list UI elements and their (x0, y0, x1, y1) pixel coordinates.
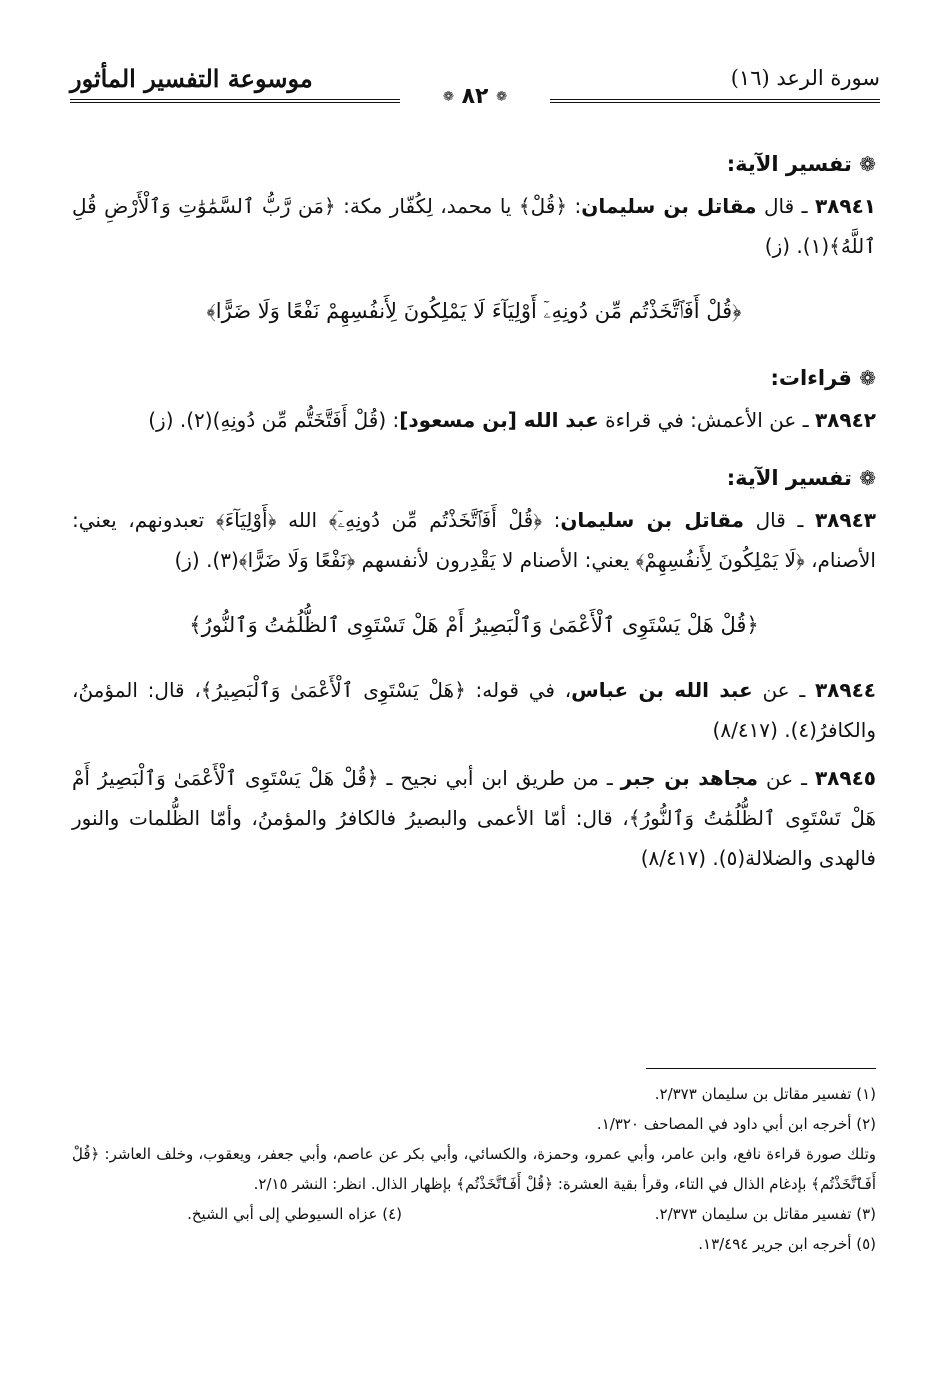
footnote-4: (٤) عزاه السيوطي إلى أبي الشيخ. (187, 1205, 402, 1223)
narration-number: ٣٨٩٤٥ (814, 766, 877, 790)
narration-text: : (قُلْ أَفَتَّخَتُّم مِّن دُونِهِ)(٢). (ز) (148, 408, 400, 432)
ornament-icon: ❁ (442, 89, 454, 105)
section-heading: ❁ قراءات: (770, 366, 876, 390)
ornament-icon: ❁ (496, 89, 507, 105)
narrator-name: مقاتل بن سليمان (581, 194, 757, 218)
narrator-name: عبد الله بن عباس (571, 678, 753, 702)
narration-paragraph: ٣٨٩٤١ ـ قال مقاتل بن سليمان: ﴿قُلْ﴾ يا محمد، لِكُفّار مكة: ﴿مَن رَّبُّ ٱلسَّمَٰوَٰتِ وَٱلْأَرْضِ قُلِ ٱللَّهُ﴾(١). (ز) (72, 194, 876, 258)
narration-number: ٣٨٩٤٣ (814, 508, 876, 532)
narration-paragraph: ٣٨٩٤٢ ـ عن الأعمش: في قراءة عبد الله [بن مسعود]: (قُلْ أَفَتَّخَتُّم مِّن دُونِهِ)(٢). (ز) (148, 408, 876, 432)
page-number-block (410, 84, 540, 109)
page-header (70, 66, 880, 126)
narration-text: ـ من طريق ابن أبي نجيح ـ ﴿قُلْ هَلْ يَسْتَوِى ٱلْأَعْمَىٰ وَٱلْبَصِيرُ أَمْ هَلْ تَسْتَوِى ٱلظُّلُمَٰتُ وَٱلنُّورُ﴾، قال: أمّا الأعمى والبصيرُ فالكافرُ والمؤمنُ، وأمّا الظُّلمات والنور فالهدى والضلالة(٥). (٨/٤١٧) (72, 766, 876, 870)
narrator-name: عبد الله [بن مسعود] (399, 408, 599, 432)
narrator-name: مجاهد بن جبر (620, 766, 759, 790)
footnote-5: (٥) أخرجه ابن جرير ١٣/٤٩٤. (698, 1235, 876, 1253)
narration-paragraph: ٣٨٩٤٤ ـ عن عبد الله بن عباس، في قوله: ﴿هَلْ يَسْتَوِى ٱلْأَعْمَىٰ وَٱلْبَصِيرُ﴾، قال: المؤمنُ، والكافرُ(٤). (٨/٤١٧) (72, 678, 877, 742)
footnote-separator (646, 1068, 876, 1069)
flower-icon: ❁ (859, 466, 876, 490)
footnote-2: (٢) أخرجه ابن أبي داود في المصاحف ١/٣٢٠. (596, 1115, 876, 1133)
footnote-2-note: وتلك صورة قراءة نافع، وابن عامر، وأبي عمرو، وحمزة، والكسائي، وأبي بكر عن عاصم، وأبي جعفر، ويعقوب، وخلف العاشر: ﴿قُلْ أَفَٱتَّخَذْتُم﴾ بإدغام الذال في التاء، وقرأ بقية العشرة: ﴿قُلْ أَفَٱتَّخَذْتُم﴾ بإظهار الذال. انظر: النشر ٢/١٥. (72, 1145, 876, 1193)
narration-paragraph: ٣٨٩٤٣ ـ قال مقاتل بن سليمان: ﴿قُلْ أَفَٱتَّخَذْتُم مِّن دُونِهِۦٓ﴾ الله ﴿أَوْلِيَآءَ﴾ تعبدونهم، يعني: الأصنام، ﴿لَا يَمْلِكُونَ لِأَنفُسِهِمْ﴾ يعني: الأصنام لا يَقْدِرون لأنفسهم ﴿نَفْعًا وَلَا ضَرًّا﴾(٣). (ز) (72, 508, 876, 572)
section-heading: ❁ تفسير الآية: (726, 152, 876, 176)
main-text (72, 142, 876, 878)
narration-number: ٣٨٩٤٤ (814, 678, 877, 702)
footnote-row (72, 1199, 876, 1229)
footnote-3: (٣) تفسير مقاتل بن سليمان ٢/٣٧٣. (654, 1205, 876, 1223)
narration-text: : ﴿قُلْ﴾ يا محمد، لِكُفّار مكة: ﴿مَن رَّبُّ ٱلسَّمَٰوَٰتِ وَٱلْأَرْضِ قُلِ ٱللَّهُ﴾(١). (ز) (72, 194, 876, 258)
quran-verse: ﴿قُلْ هَلْ يَسْتَوِى ٱلْأَعْمَىٰ وَٱلْبَصِيرُ أَمْ هَلْ تَسْتَوِى ٱلظُّلُمَٰتُ وَٱلنُّورُ﴾ (189, 613, 759, 637)
section-heading: ❁ تفسير الآية: (726, 466, 876, 490)
surah-header: سورة الرعد (١٦) (730, 66, 880, 90)
flower-icon: ❁ (859, 152, 876, 176)
narrator-name: مقاتل بن سليمان (560, 508, 744, 532)
flower-icon: ❁ (859, 366, 876, 390)
narration-number: ٣٨٩٤١ (814, 194, 876, 218)
header-rule-right (550, 99, 880, 103)
narration-number: ٣٨٩٤٢ (814, 408, 876, 432)
book-title: موسوعة التفسير المأثور (70, 64, 313, 93)
header-rule-left (70, 99, 400, 103)
narration-text: : ﴿قُلْ أَفَٱتَّخَذْتُم مِّن دُونِهِۦٓ﴾ الله ﴿أَوْلِيَآءَ﴾ تعبدونهم، يعني: الأصنام، ﴿لَا يَمْلِكُونَ لِأَنفُسِهِمْ﴾ يعني: الأصنام لا يَقْدِرون لأنفسهم ﴿نَفْعًا وَلَا ضَرًّا﴾(٣). (ز) (72, 508, 876, 572)
quran-verse: ﴿قُلْ أَفَٱتَّخَذْتُم مِّن دُونِهِۦٓ أَوْلِيَآءَ لَا يَمْلِكُونَ لِأَنفُسِهِمْ نَفْعًا وَلَا ضَرًّا﴾ (206, 299, 742, 323)
narration-paragraph: ٣٨٩٤٥ ـ عن مجاهد بن جبر ـ من طريق ابن أبي نجيح ـ ﴿قُلْ هَلْ يَسْتَوِى ٱلْأَعْمَىٰ وَٱلْبَصِيرُ أَمْ هَلْ تَسْتَوِى ٱلظُّلُمَٰتُ وَٱلنُّورُ﴾، قال: أمّا الأعمى والبصيرُ فالكافرُ والمؤمنُ، وأمّا الظُّلمات والنور فالهدى والضلالة(٥). (٨/٤١٧) (72, 766, 877, 870)
page-number: ٨٢ (461, 84, 489, 109)
footnote-1: (١) تفسير مقاتل بن سليمان ٢/٣٧٣. (654, 1085, 876, 1103)
narration-text: ، في قوله: ﴿هَلْ يَسْتَوِى ٱلْأَعْمَىٰ وَٱلْبَصِيرُ﴾، قال: المؤمنُ، والكافرُ(٤). (٨/٤١٧) (72, 678, 876, 742)
footnotes (72, 1068, 876, 1259)
